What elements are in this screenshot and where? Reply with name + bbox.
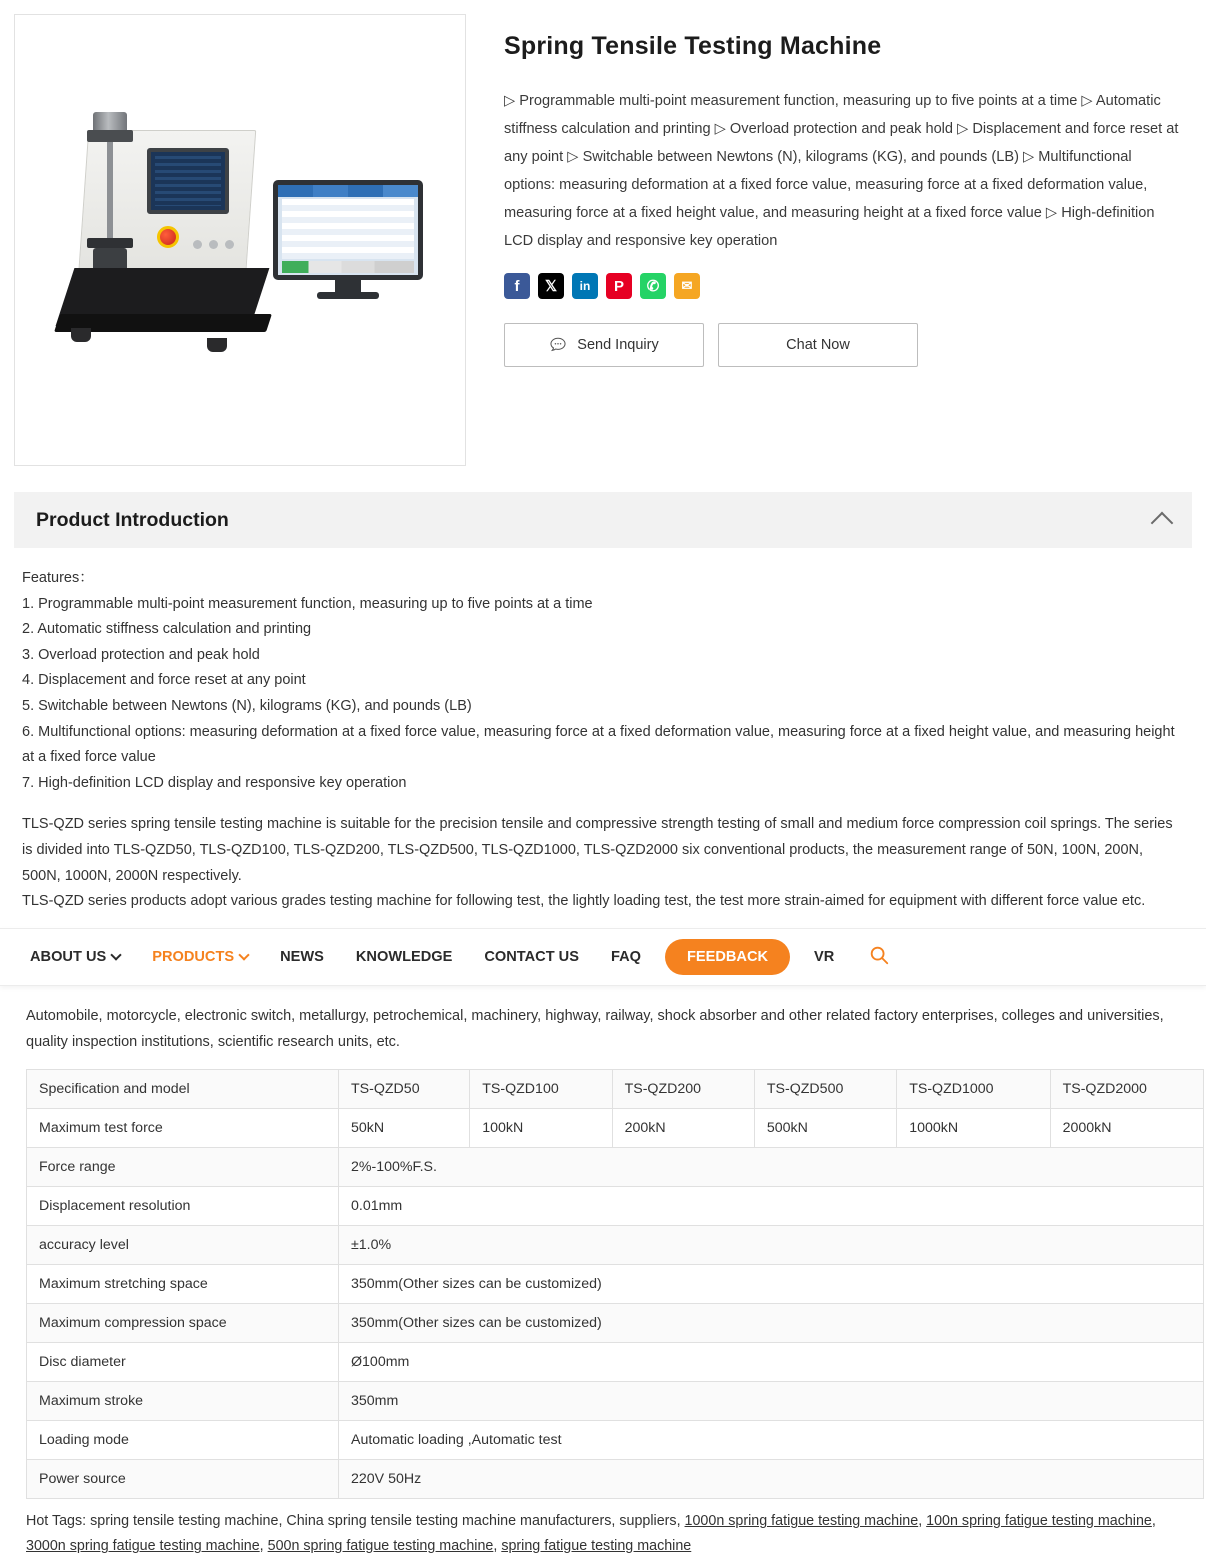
features-label: Features： — [22, 570, 94, 586]
nav-products-label: PRODUCTS — [152, 949, 235, 965]
product-info — [504, 14, 1192, 466]
hot-tag-link[interactable]: 500n spring fatigue testing machine — [267, 1538, 494, 1555]
row-label: Maximum stretching space — [27, 1265, 339, 1304]
x-twitter-icon[interactable]: 𝕏 — [538, 273, 564, 299]
row-label: Displacement resolution — [27, 1187, 339, 1226]
hot-tag-link[interactable]: 100n spring fatigue testing machine — [926, 1513, 1152, 1530]
cell: 1000kN — [897, 1109, 1050, 1148]
table-row — [27, 1148, 1204, 1187]
page-title: Spring Tensile Testing Machine — [504, 32, 882, 60]
nav-faq-label: FAQ — [610, 949, 641, 965]
table-row — [27, 1187, 1204, 1226]
send-inquiry-button[interactable] — [504, 323, 704, 367]
row-label: Maximum stroke — [27, 1382, 339, 1421]
feature-item: 7. High-definition LCD display and responsive key operation — [22, 774, 407, 791]
chat-now-label: Chat Now — [786, 337, 850, 353]
main-navigation — [0, 928, 1206, 986]
send-inquiry-label: Send Inquiry — [577, 337, 659, 353]
row-label: Power source — [27, 1460, 339, 1499]
feature-item: 2. Automatic stiffness calculation and printing — [22, 621, 312, 638]
cell: 350mm(Other sizes can be customized) — [339, 1304, 1204, 1343]
nav-feedback-label: FEEDBACK — [686, 949, 769, 965]
table-row — [27, 1070, 1204, 1109]
cell: 100kN — [470, 1109, 612, 1148]
chevron-down-icon — [238, 949, 249, 960]
nav-vr[interactable] — [798, 928, 850, 986]
specification-table — [26, 1069, 1204, 1499]
linkedin-icon[interactable]: in — [572, 273, 598, 299]
product-image-gallery[interactable] — [14, 14, 466, 466]
cell: 2000kN — [1050, 1109, 1203, 1148]
cell: TS-QZD200 — [612, 1070, 754, 1109]
product-description: ▷ Programmable multi-point measurement function, measuring up to five points at a time ▷ Automatic stiffness calculation and printing ▷ Overload protection and peak hold ▷ Displacement and force reset at any point ▷ Switchable between Newtons (N), kilograms (KG), and pounds (LB) ▷ Multifunctional options: measuring deformation at a fixed force value, measuring force at a fixed deformation value, measuring force at a fixed height value, and measuring height at a fixed force value ▷ High-definition LCD display and responsive key operation — [504, 93, 1179, 249]
cell: 350mm(Other sizes can be customized) — [339, 1265, 1204, 1304]
nav-feedback-button[interactable] — [665, 939, 790, 975]
cell: TS-QZD100 — [470, 1070, 612, 1109]
hot-tag-link[interactable]: 3000n spring fatigue testing machine — [26, 1538, 260, 1555]
table-row — [27, 1343, 1204, 1382]
emergency-stop-knob — [157, 226, 179, 248]
pinterest-icon[interactable]: P — [606, 273, 632, 299]
cell: TS-QZD50 — [339, 1070, 470, 1109]
machine-button-2 — [209, 240, 218, 249]
row-label: Force range — [27, 1148, 339, 1187]
table-row — [27, 1460, 1204, 1499]
table-row — [27, 1226, 1204, 1265]
cell: Ø100mm — [339, 1343, 1204, 1382]
software-toolbar — [278, 185, 418, 197]
chat-now-button[interactable] — [718, 323, 918, 367]
hot-tag-link[interactable]: spring fatigue testing machine — [501, 1538, 692, 1555]
nav-contact-us-label: CONTACT US — [484, 949, 579, 965]
nav-news-label: NEWS — [280, 949, 324, 965]
machine-foot-left — [71, 328, 91, 342]
nav-knowledge-label: KNOWLEDGE — [355, 949, 453, 965]
cell: 350mm — [339, 1382, 1204, 1421]
cell: TS-QZD500 — [754, 1070, 896, 1109]
cell: 200kN — [612, 1109, 754, 1148]
machine-arm — [87, 130, 133, 142]
table-row — [27, 1109, 1204, 1148]
section-title: Product Introduction — [36, 508, 229, 531]
social-share-row — [504, 273, 1182, 299]
hot-tags-prefix: Hot Tags: spring tensile testing machine, China spring tensile testing machine manufacturers, suppliers, — [26, 1513, 685, 1530]
machine-rod — [107, 142, 113, 238]
row-label: Maximum test force — [27, 1109, 339, 1148]
nav-faq[interactable] — [595, 928, 657, 986]
software-statusbar — [282, 261, 414, 273]
cell: 50kN — [339, 1109, 470, 1148]
cell: ±1.0% — [339, 1226, 1204, 1265]
whatsapp-icon[interactable]: ✆ — [640, 273, 666, 299]
table-row — [27, 1265, 1204, 1304]
feature-item: 5. Switchable between Newtons (N), kilograms (KG), and pounds (LB) — [22, 697, 472, 714]
intro-paragraph-2: TLS-QZD series products adopt various grades testing machine for following test, the lightly loading test, the test more strain-aimed for equipment with different force value etc. — [22, 893, 1146, 910]
search-icon[interactable] — [868, 944, 890, 971]
nav-about-us[interactable] — [14, 928, 136, 986]
table-row — [27, 1421, 1204, 1460]
machine-button-3 — [225, 240, 234, 249]
cell: 500kN — [754, 1109, 896, 1148]
machine-lcd-content — [155, 156, 221, 206]
hot-tags: Hot Tags: spring tensile testing machine, China spring tensile testing machine manufacturers, suppliers, 1000n spring fatigue testing machine, 100n spring fatigue testing machine, 3000n spring fatigue testing machine, 500n spring fatigue testing machine, spring fatigue testing machine — [26, 1513, 1156, 1555]
hot-tag-link[interactable]: 1000n spring fatigue testing machine — [684, 1513, 919, 1530]
feature-item: 4. Displacement and force reset at any point — [22, 672, 306, 689]
cell: TS-QZD1000 — [897, 1070, 1050, 1109]
application-paragraph: Automobile, motorcycle, electronic switch, metallurgy, petrochemical, machinery, highway, railway, shock absorber and other related factory enterprises, colleges and universities, quality inspection institutions, scientific research units, etc. — [26, 1008, 1164, 1050]
feature-item: 3. Overload protection and peak hold — [22, 646, 260, 663]
row-label: Loading mode — [27, 1421, 339, 1460]
chevron-down-icon — [111, 949, 122, 960]
software-screen — [278, 185, 418, 275]
nav-vr-label: VR — [814, 949, 835, 965]
product-hero — [0, 0, 1206, 466]
machine-button-1 — [193, 240, 202, 249]
product-main-image[interactable] — [35, 90, 445, 390]
nav-products[interactable] — [136, 928, 264, 986]
row-label: Disc diameter — [27, 1343, 339, 1382]
cell: TS-QZD2000 — [1050, 1070, 1203, 1109]
row-label: Maximum compression space — [27, 1304, 339, 1343]
row-label: Specification and model — [27, 1070, 339, 1109]
cell: Automatic loading ,Automatic test — [339, 1421, 1204, 1460]
lower-content — [0, 994, 1206, 1559]
product-introduction-header[interactable] — [14, 492, 1192, 548]
machine-lcd-screen — [147, 148, 229, 214]
cta-row — [504, 323, 1182, 367]
chevron-up-icon[interactable] — [1151, 512, 1174, 535]
nav-about-us-label: ABOUT US — [30, 949, 107, 965]
nav-contact-us[interactable] — [468, 928, 595, 986]
table-row — [27, 1304, 1204, 1343]
cell: 0.01mm — [339, 1187, 1204, 1226]
facebook-icon[interactable]: f — [504, 273, 530, 299]
cell: 220V 50Hz — [339, 1460, 1204, 1499]
machine-plate — [87, 238, 133, 248]
feature-item: 1. Programmable multi-point measurement function, measuring up to five points at a time — [22, 595, 593, 612]
email-icon[interactable]: ✉ — [674, 273, 700, 299]
table-row — [27, 1382, 1204, 1421]
software-monitor — [273, 180, 423, 280]
row-label: accuracy level — [27, 1226, 339, 1265]
product-introduction-body — [0, 548, 1206, 910]
intro-paragraph-1: TLS-QZD series spring tensile testing machine is suitable for the precision tensile and compressive strength testing of small and medium force compression coil springs. The series is divided into TLS-QZD50, TLS-QZD100, TLS-QZD200, TLS-QZD500, TLS-QZD1000, TLS-QZD2000 six conventional products, the measurement range of 50N, 100N, 200N, 500N, 1000N, 2000N respectively. — [22, 816, 1173, 884]
nav-news[interactable] — [264, 928, 340, 986]
nav-knowledge[interactable] — [340, 928, 468, 986]
spacer — [22, 796, 1184, 812]
cell: 2%-100%F.S. — [339, 1148, 1204, 1187]
machine-foot-right — [207, 338, 227, 352]
software-data-grid — [282, 199, 414, 259]
feature-item: 6. Multifunctional options: measuring deformation at a fixed force value, measuring force at a fixed deformation value, measuring force at a fixed height value, and measuring height at a fixed force value — [22, 723, 1175, 766]
chat-bubble-icon — [549, 336, 567, 354]
monitor-foot — [317, 292, 379, 299]
